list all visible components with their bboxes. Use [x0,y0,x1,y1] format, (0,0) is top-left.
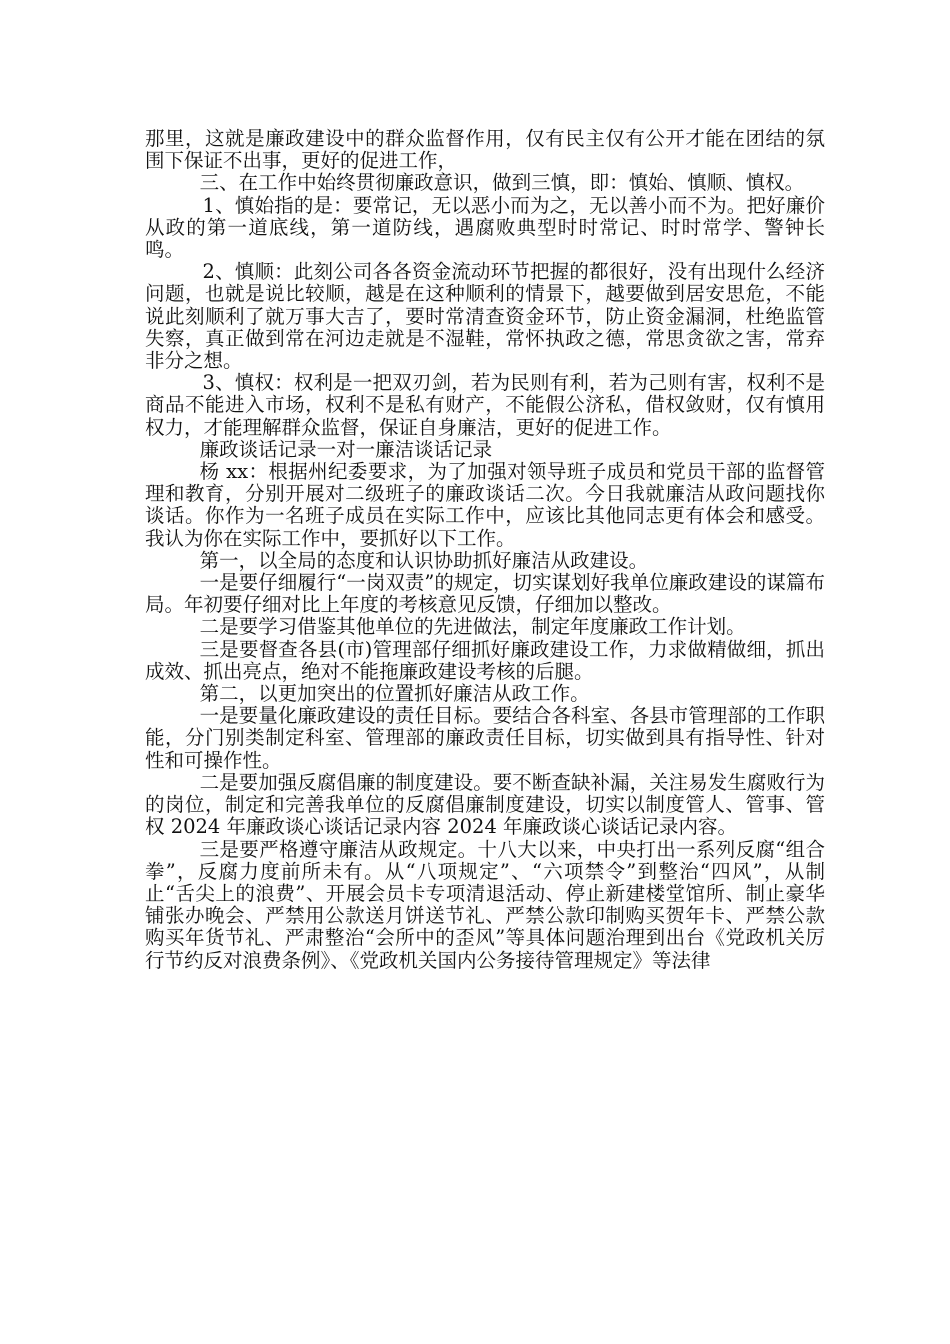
paragraph-13: 一是要量化廉政建设的责任目标。要结合各科室、各县市管理部的工作职能，分门别类制定科室、管理部的廉政责任目标，切实做到具有指导性、针对性和可操作性。 [145,704,825,772]
paragraph-8: 第一，以全局的态度和认识协助抓好廉洁从政建设。 [199,548,649,572]
paragraph-4: 2、慎顺：此刻公司各各资金流动环节把握的都很好，没有出现什么经济问题，也就是说比较顺，越是在这种顺利的情景下，越要做到居安思危，不能说此刻顺利了就万事大吉了，要时常清查资金环节，防止资金漏洞，杜绝监管失察，真正做到常在河边走就是不湿鞋，常怀执政之德，常思贪欲之害，常弃非分之想。 [145,260,825,373]
paragraph-7: 杨 xx：根据州纪委要求，为了加强对领导班子成员和党员干部的监督管理和教育，分别开展对二级班子的廉政谈话二次。今日我就廉洁从政问题找你谈话。你作为一名班子成员在实际工作中，应该比其他同志更有体会和感受。我认为你在实际工作中，要抓好以下工作。 [145,460,825,550]
paragraph-5: 3、慎权：权利是一把双刃剑，若为民则有利，若为己则有害，权利不是商品不能进入市场，权利不是私有财产，不能假公济私，借权敛财，仅有慎用权力，才能理解群众监督，保证自身廉洁，更好的促进工作。 [145,371,825,439]
document-body [145,128,825,972]
section-heading: 廉政谈话记录一对一廉洁谈话记录 [199,437,493,461]
paragraph-12: 第二，以更加突出的位置抓好廉洁从政工作。 [199,682,590,706]
paragraph-14: 二是要加强反腐倡廉的制度建设。要不断查缺补漏，关注易发生腐败行为的岗位，制定和完善我单位的反腐倡廉制度建设，切实以制度管人、管事、管权 2024 年廉政谈心谈话记录内容 2024 年廉政谈心谈话记录内容。 [145,770,825,839]
paragraph-9: 一是要仔细履行“一岗双责”的规定，切实谋划好我单位廉政建设的谋篇布局。年初要仔细对比上年度的考核意见反馈，仔细加以整改。 [145,571,825,617]
paragraph-1: 那里，这就是廉政建设中的群众监督作用，仅有民主仅有公开才能在团结的氛围下保证不出事，更好的促进工作， [145,127,825,173]
paragraph-11: 三是要督查各县(市)管理部仔细抓好廉政建设工作，力求做精做细，抓出成效、抓出亮点，绝对不能拖廉政建设考核的后腿。 [145,637,825,683]
paragraph-10: 二是要学习借鉴其他单位的先进做法，制定年度廉政工作计划。 [199,615,746,639]
paragraph-2: 三、在工作中始终贯彻廉政意识，做到三慎，即：慎始、慎顺、慎权。 [199,171,805,195]
paragraph-15: 三是要严格遵守廉洁从政规定。十八大以来，中央打出一系列反腐“组合拳”，反腐力度前所未有。从“八项规定”、“六项禁令”到整治“四风”，从制止“舌尖上的浪费”、开展会员卡专项清退活动、停止新建楼堂馆所、制止豪华铺张办晚会、严禁用公款送月饼送节礼、严禁公款印制购买贺年卡、严禁公款购买年货节礼、严肃整治“会所中的歪风”等具体问题治理到出台《党政机关厉行节约反对浪费条例》、《党政机关国内公务接待管理规定》等法律 [145,837,825,972]
paragraph-3: 1、慎始指的是：要常记，无以恶小而为之，无以善小而不为。把好廉价从政的第一道底线，第一道防线，遇腐败典型时时常记、时时常学、警钟长鸣。 [145,193,825,262]
